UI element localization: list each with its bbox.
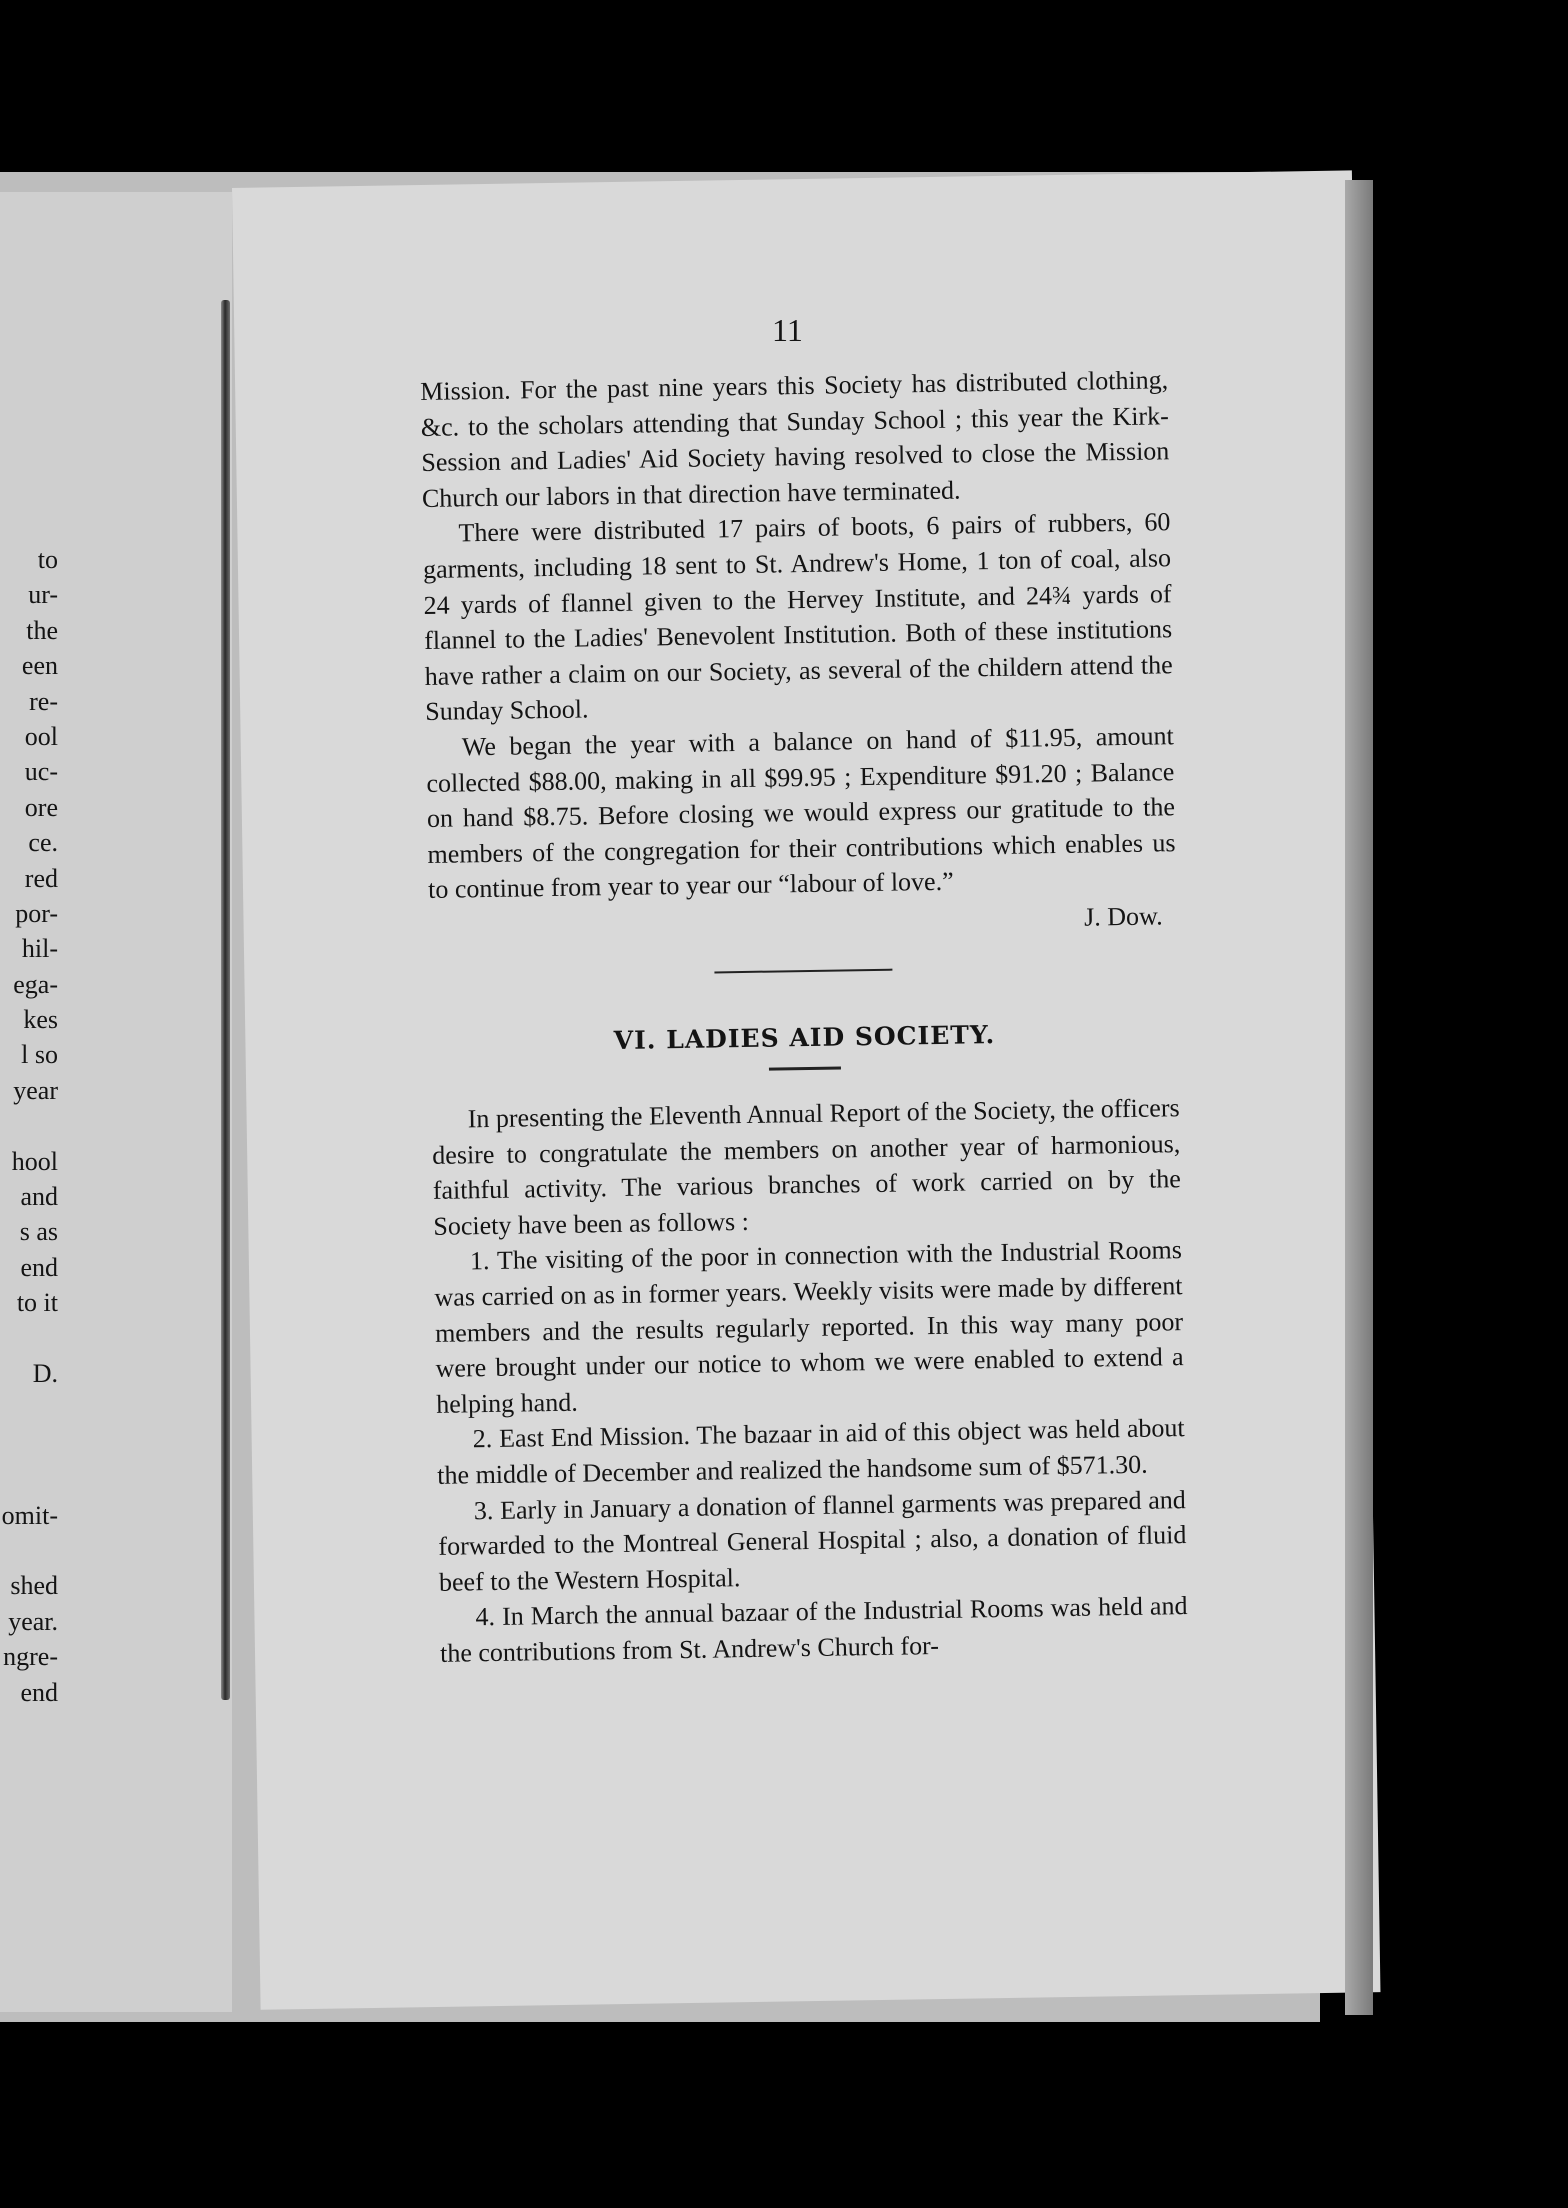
left-page-fragment: ce. <box>28 828 58 858</box>
left-page-fragment: re- <box>29 686 58 716</box>
left-page-fragment: ngre- <box>3 1642 58 1672</box>
left-page-fragment <box>0 1108 58 1143</box>
left-page-fragment: s as <box>19 1217 58 1247</box>
list-item: 1. The visiting of the poor in connection with the Industrial Rooms was carried on as in former years. Weekly visits were made by different members and the results regularly reported. In this way many poor were brought under our notice to whom we were enabled to extend a helping hand. <box>434 1235 1184 1419</box>
left-page-text <box>0 542 58 1710</box>
list-item: 4. In March the annual bazaar of the Industrial Rooms was held and the contributions from St. Andrew's Church for- <box>439 1591 1188 1668</box>
list-item: 2. East End Mission. The bazaar in aid of this object was held about the middle of December and realized the handsome sum of $571.30. <box>437 1413 1185 1490</box>
right-page-text <box>420 362 1188 1671</box>
left-page-fragment: ega- <box>13 969 58 999</box>
left-page-fragment: D. <box>32 1358 58 1388</box>
left-page-fragment: year <box>13 1075 58 1105</box>
section-heading: VI. LADIES AID SOCIETY. <box>613 1019 996 1055</box>
left-page-fragment: een <box>21 651 58 681</box>
left-page-fragment: year. <box>8 1606 58 1636</box>
paragraph: Mission. For the past nine years this Society has distributed clothing, &c. to the scholars attending that Sunday School ; this year the Kirk-Session and Ladies' Aid Society having resolved to close the Mission Church our labors in that direction have terminated. <box>420 365 1170 513</box>
left-page-fragment: shed <box>10 1571 58 1601</box>
left-page-fragment <box>0 1533 58 1568</box>
left-page-fragment: to <box>37 545 58 574</box>
signature: J. Dow. <box>1083 901 1163 932</box>
left-page-fragment: l so <box>21 1040 58 1070</box>
page-number: 11 <box>772 312 803 348</box>
paragraph: In presenting the Eleventh Annual Report of the Society, the officers desire to congratulate the members on another year of harmonious, faithful activity. The various branches of work carried on by the Society have been as follows : <box>432 1093 1181 1241</box>
left-page-fragment <box>0 1462 58 1497</box>
left-page-fragment: hil- <box>21 934 58 964</box>
left-page-fragment: omit- <box>1 1500 58 1530</box>
left-page-fragment: hool <box>11 1146 58 1176</box>
section-divider <box>714 968 892 973</box>
left-page-fragment: uc- <box>24 757 58 787</box>
paragraph: There were distributed 17 pairs of boots, 6 pairs of rubbers, 60 garments, including 18 sent to St. Andrew's Home, 1 ton of coal, also 24 yards of flannel given to the Hervey Institute, and 24¾ yards of flannel to the Ladies' Benevolent Institution. Both of these institutions have rather a claim on our Society, as several of the childern attend the Sunday School. <box>422 507 1173 727</box>
left-page-fragment <box>0 1321 58 1356</box>
left-page-fragment: end <box>20 1252 58 1282</box>
left-page-fragment <box>0 1391 58 1426</box>
left-page-fragment: end <box>20 1677 58 1707</box>
heading-underline <box>769 1067 841 1071</box>
paragraph: We began the year with a balance on hand of $11.95, amount collected $88.00, making in all $99.95 ; Expenditure $91.20 ; Balance on hand $8.75. Before closing we would express our gratitude to the members of the congregation for their contributions which enables us to continue from year to year our “labour of love.” <box>426 721 1176 905</box>
left-page-fragment <box>0 1427 58 1462</box>
left-page-fragment: the <box>26 615 58 645</box>
book-spine <box>221 300 230 1700</box>
left-page-fragment: ool <box>24 721 58 751</box>
left-page-fragment: ore <box>24 792 58 822</box>
left-page-fragment: por- <box>15 898 58 928</box>
left-page-fragment: red <box>24 863 58 893</box>
list-item: 3. Early in January a donation of flannel garments was prepared and forwarded to the Montreal General Hospital ; also, a donation of fluid beef to the Western Hospital. <box>438 1484 1187 1597</box>
left-page-fragment: to it <box>16 1288 58 1318</box>
page-edge <box>1345 180 1373 2015</box>
left-page-fragment: and <box>20 1182 58 1212</box>
left-page-fragment: ur- <box>28 580 58 610</box>
left-page-fragment: kes <box>23 1005 58 1035</box>
